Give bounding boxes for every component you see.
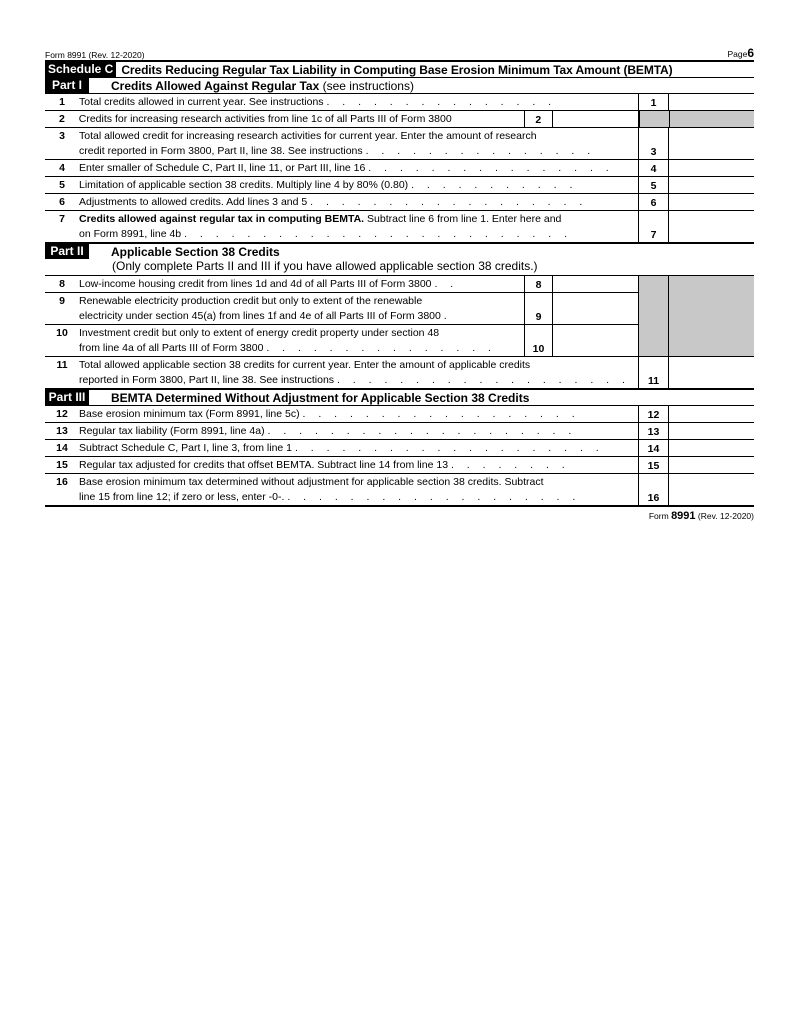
- line-number: 16: [56, 476, 68, 488]
- footer-form-word: Form: [648, 511, 669, 521]
- line-9: [45, 293, 638, 325]
- line-text: Low-income housing credit from lines 1d and 4d of all Parts III of Form 3800: [79, 278, 432, 290]
- leader-dots: . . . . . . . . . . . . . . .: [266, 342, 496, 354]
- shaded-box: [639, 111, 669, 127]
- line-number: 1: [59, 96, 65, 108]
- line-box-label: 14: [638, 440, 668, 456]
- part1-subtitle: (see instructions): [322, 78, 414, 93]
- footer-rev: (Rev. 12-2020): [697, 511, 754, 521]
- part2-lines-8-10: [45, 276, 754, 357]
- page-footer: [45, 510, 754, 522]
- leader-dots: . . . . . . . . . . . . . . . . . . .: [287, 491, 581, 503]
- line-6: [45, 194, 754, 211]
- part3-title: BEMTA Determined Without Adjustment for Applicable Section 38 Credits: [111, 390, 530, 405]
- line-number: 9: [59, 295, 65, 307]
- line-number: 6: [59, 196, 65, 208]
- line-text: Enter smaller of Schedule C, Part II, line 11, or Part III, line 16: [79, 162, 366, 174]
- line-14-amount[interactable]: [668, 440, 754, 456]
- line-number: 12: [56, 408, 68, 420]
- line-16: [45, 474, 754, 507]
- part2-header: [45, 244, 754, 276]
- leader-dots: . . . . . . . . . . . . . . . . . . . .: [294, 442, 604, 454]
- page-number: 6: [747, 46, 754, 60]
- line-9-amount[interactable]: [552, 293, 638, 324]
- leader-dots: . . . . . . . . . . . . . . . . . . .: [336, 374, 630, 386]
- line-box-label: 11: [638, 357, 668, 388]
- line-box-label: 7: [638, 211, 668, 242]
- line-10-amount[interactable]: [552, 325, 638, 356]
- part3-header: [45, 390, 754, 406]
- form-reference: Form 8991 (Rev. 12-2020): [45, 50, 145, 60]
- line-15: [45, 457, 754, 474]
- leader-dots: . . . . . . . . . . . . . . .: [326, 96, 557, 108]
- line-10: [45, 325, 638, 356]
- line-box-label: 9: [524, 293, 552, 324]
- line-text: Base erosion minimum tax (Form 8991, line 5c): [79, 408, 300, 420]
- line-14: [45, 440, 754, 457]
- line-text: Regular tax liability (Form 8991, line 4a): [79, 425, 265, 437]
- leader-dots: .: [443, 310, 452, 322]
- line-text-2: reported in Form 3800, Part II, line 38. See instructions: [79, 374, 335, 386]
- line-1-amount[interactable]: [668, 94, 754, 110]
- line-12-amount[interactable]: [668, 406, 754, 422]
- schedule-tag: Schedule C: [45, 62, 116, 77]
- line-number: 2: [58, 113, 65, 125]
- line-2-amount[interactable]: [552, 111, 638, 127]
- leader-dots: . . . . . . . . . . . . . . . . . . . .: [267, 425, 577, 437]
- line-box-label: 12: [638, 406, 668, 422]
- part2-subtitle: (Only complete Parts II and III if you have allowed applicable section 38 credits.): [112, 259, 538, 273]
- line-2: [45, 111, 754, 128]
- line-text-2: on Form 8991, line 4b: [79, 228, 182, 240]
- leader-dots: . . . . . . . . . . .: [411, 179, 578, 191]
- page-header: [45, 45, 754, 62]
- part2-title: Applicable Section 38 Credits: [111, 244, 280, 259]
- line-text-1: Total allowed applicable section 38 credits for current year. Enter the amount of applicable credits: [79, 359, 531, 371]
- leader-dots: . . . . . . . . . . . . . . . . . .: [302, 408, 580, 420]
- line-text-1: Subtract line 6 from line 1. Enter here and: [364, 213, 562, 225]
- leader-dots: . .: [434, 278, 459, 290]
- line-4-amount[interactable]: [668, 160, 754, 176]
- line-8-amount[interactable]: [552, 276, 638, 292]
- footer-form-number: 8991: [671, 510, 696, 522]
- line-11: [45, 357, 754, 390]
- line-number: 10: [56, 327, 68, 339]
- line-text-1: Total allowed credit for increasing research activities for current year. Enter the amount of research: [79, 130, 537, 142]
- line-box-label: 16: [638, 474, 668, 505]
- line-number: 15: [56, 459, 68, 471]
- line-number: 13: [56, 425, 68, 437]
- line-box-label: 3: [638, 128, 668, 159]
- line-3: [45, 128, 754, 160]
- leader-dots: . . . . . . . . . . . . . . . . . .: [310, 196, 588, 208]
- leader-dots: . . . . . . . .: [450, 459, 570, 471]
- line-7-amount[interactable]: [668, 211, 754, 242]
- line-text: Adjustments to allowed credits. Add lines 3 and 5: [79, 196, 308, 208]
- line-5: [45, 177, 754, 194]
- line-16-amount[interactable]: [668, 474, 754, 505]
- line-number: 3: [59, 130, 65, 142]
- line-13-amount[interactable]: [668, 423, 754, 439]
- line-text: Total credits allowed in current year. See instructions: [79, 96, 324, 108]
- line-text: Credits for increasing research activities from line 1c of all Parts III of Form 3800: [78, 113, 452, 125]
- line-3-amount[interactable]: [668, 128, 754, 159]
- line-text-1: Base erosion minimum tax determined without adjustment for applicable section 38 credits. Subtract: [79, 476, 544, 488]
- line-text: Limitation of applicable section 38 credits. Multiply line 4 by 80% (0.80): [79, 179, 409, 191]
- part1-tag: Part I: [45, 78, 89, 93]
- part3-tag: Part III: [45, 390, 89, 405]
- line-text: Regular tax adjusted for credits that offset BEMTA. Subtract line 14 from line 13: [79, 459, 449, 471]
- page-indicator: [727, 46, 754, 60]
- line-box-label: 10: [524, 325, 552, 356]
- line-number: 4: [59, 162, 65, 174]
- schedule-header: [45, 62, 754, 78]
- line-1: [45, 94, 754, 111]
- line-13: [45, 423, 754, 440]
- part1-title: Credits Allowed Against Regular Tax: [111, 78, 320, 93]
- line-box-label: 1: [638, 94, 668, 110]
- page-label: Page: [727, 49, 748, 59]
- line-number: 5: [59, 179, 65, 191]
- line-11-amount[interactable]: [668, 357, 754, 388]
- line-text: Subtract Schedule C, Part I, line 3, from line 1: [79, 442, 293, 454]
- part1-header: [45, 78, 754, 94]
- shaded-amount: [668, 276, 754, 356]
- line-box-label: 4: [638, 160, 668, 176]
- line-text-bold: Credits allowed against regular tax in computing BEMTA.: [79, 213, 365, 225]
- line-8: [45, 276, 638, 293]
- line-15-amount[interactable]: [668, 457, 754, 473]
- line-box-label: 2: [524, 111, 552, 127]
- line-5-amount[interactable]: [668, 177, 754, 193]
- line-7: [45, 211, 754, 244]
- part2-tag: Part II: [45, 244, 89, 259]
- line-number: 8: [59, 278, 65, 290]
- shaded-amount: [669, 111, 754, 127]
- line-4: [45, 160, 754, 177]
- line-text-2: electricity under section 45(a) from lines 1f and 4e of all Parts III of Form 3800: [79, 310, 441, 322]
- line-box-label: 6: [638, 194, 668, 210]
- line-number: 14: [56, 442, 68, 454]
- shaded-box: [638, 276, 668, 356]
- line-12: [45, 406, 754, 423]
- line-box-label: 15: [638, 457, 668, 473]
- leader-dots: . . . . . . . . . . . . . . . . . . . . . . . . .: [184, 228, 573, 240]
- leader-dots: . . . . . . . . . . . . . . . .: [368, 162, 614, 174]
- line-6-amount[interactable]: [668, 194, 754, 210]
- line-text-2: from line 4a of all Parts III of Form 3800: [79, 342, 264, 354]
- line-text-2: credit reported in Form 3800, Part II, line 38. See instructions: [79, 145, 363, 157]
- line-text-1: Investment credit but only to extent of energy credit property under section 48: [79, 327, 440, 339]
- schedule-title: Credits Reducing Regular Tax Liability in Computing Base Erosion Minimum Tax Amount (BEMTA): [121, 62, 673, 77]
- line-number: 11: [56, 359, 68, 371]
- line-text-2: line 15 from line 12; if zero or less, enter -0-.: [79, 491, 285, 503]
- form-8991-page-6: [45, 45, 754, 522]
- line-box-label: 8: [524, 276, 552, 292]
- line-number: 7: [59, 213, 65, 225]
- line-box-label: 5: [638, 177, 668, 193]
- line-text-1: Renewable electricity production credit but only to extent of the renewable: [79, 295, 423, 307]
- leader-dots: . . . . . . . . . . . . . . .: [365, 145, 596, 157]
- line-box-label: 13: [638, 423, 668, 439]
